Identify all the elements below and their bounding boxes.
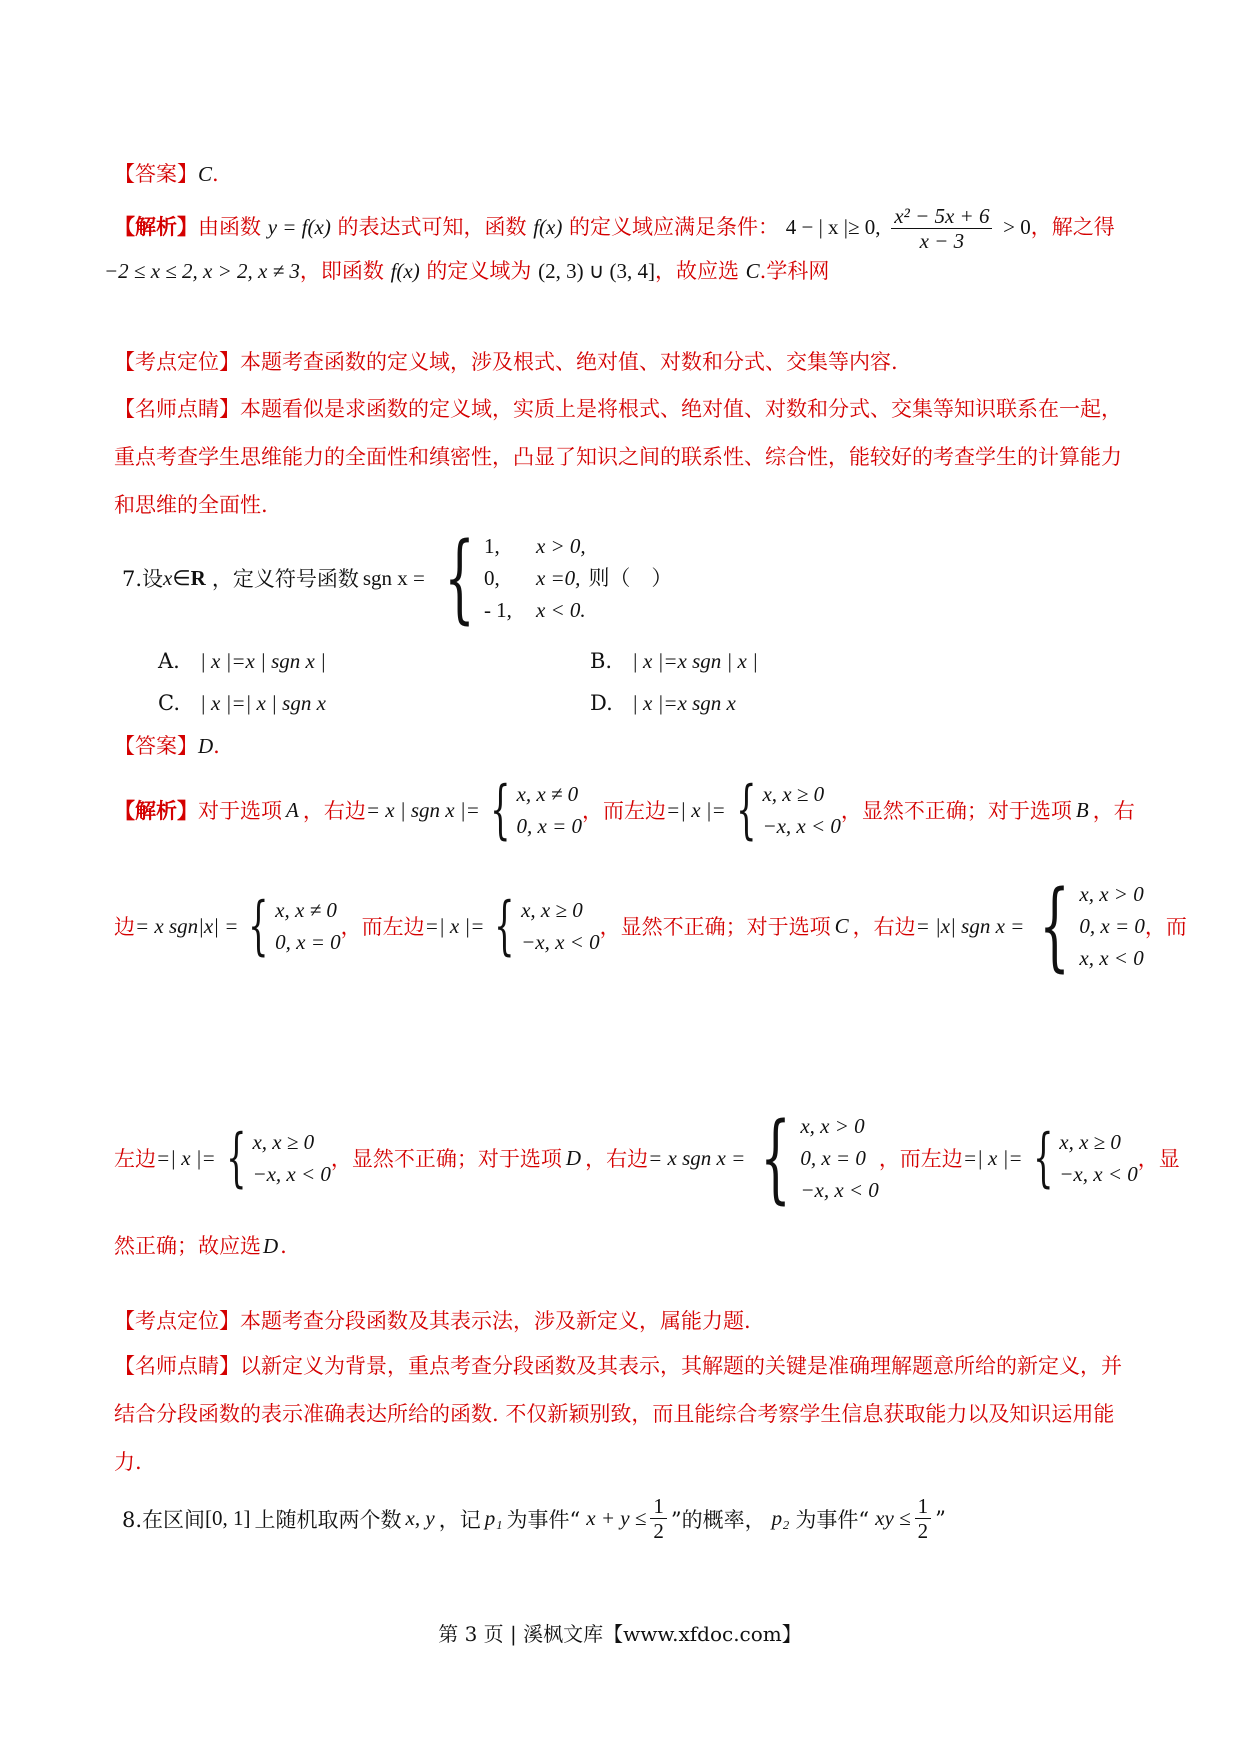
- q6-answer: 【答案】C.: [114, 162, 219, 186]
- math-expr: D: [263, 1234, 279, 1258]
- option-label: D.: [590, 691, 613, 715]
- q6-analysis-line2: [104, 256, 830, 286]
- analysis-text: ，故应选: [654, 259, 739, 283]
- option-label: A.: [158, 649, 180, 673]
- option-d: [590, 688, 736, 718]
- answer-tag: 【答案】: [114, 162, 198, 186]
- kaodian-text: 本题考查分段函数及其表示法，涉及新定义，属能力题.: [240, 1309, 751, 1333]
- q8-stem: [122, 1494, 946, 1543]
- analysis-text: ，显: [1137, 1147, 1180, 1171]
- math-expr: sgn x =: [362, 565, 425, 590]
- q7-analysis-row3: [114, 1102, 1180, 1214]
- analysis-text: ，而左边: [582, 799, 666, 823]
- math-expr: =| x |=: [156, 1145, 216, 1170]
- analysis-text: ，显然不正确；对于选项: [840, 799, 1072, 823]
- fraction-denominator: x − 3: [919, 229, 965, 253]
- option-text: | x |=x sgn x: [632, 691, 736, 715]
- analysis-text: 然正确；故应选: [114, 1234, 261, 1258]
- option-label: B.: [590, 649, 613, 673]
- math-expr: p₂: [771, 1506, 790, 1530]
- fraction: $\frac{1}{2}$: [650, 1494, 667, 1543]
- math-expr: −2 ≤ x ≤ 2, x > 2, x ≠ 3: [104, 259, 300, 283]
- mingshi-text: 本题看似是求函数的定义域，实质上是将根式、绝对值、对数和分式、交集等知识联系在一起，重点考查学生思维能力的全面性和缜密性，凸显了知识之间的联系性、综合性，能较好的考查学生的计算能力和思维的全面性.: [114, 397, 1122, 517]
- q7-analysis-row2: [114, 870, 1187, 982]
- analysis-text: ，显然不正确；对于选项: [599, 915, 831, 939]
- brace-icon: {: [225, 1121, 247, 1195]
- answer-value: C: [198, 162, 213, 186]
- fraction: $\frac{1}{2}$: [915, 1494, 932, 1543]
- q6-analysis-line1: [114, 195, 1115, 259]
- analysis-text: 边: [114, 915, 135, 939]
- case-condition: x < 0.: [535, 598, 586, 622]
- mingshi-text: 以新定义为背景，重点考查分段函数及其表示，其解题的关键是准确理解题意所给的新定义，并结合分段函数的表示准确表达所给的函数. 不仅新颖别致，而且能综合考察学生信息获取能力以及知识运用能力.: [114, 1354, 1122, 1474]
- analysis-text: ，即函数: [299, 259, 384, 283]
- piecewise-cases: x, x ≥ 0 −x, x < 0: [252, 1130, 331, 1186]
- q6-kaodian: [114, 347, 898, 377]
- math-expr: f(x): [390, 259, 420, 283]
- math-expr: =| x |=: [666, 797, 726, 822]
- stem-text: ”: [935, 1506, 946, 1531]
- analysis-text: 由函数: [198, 215, 261, 239]
- case-value: 0,: [483, 566, 500, 590]
- brace-icon: {: [760, 1102, 792, 1214]
- option-text: | x |=| x | sgn x: [200, 691, 326, 715]
- math-expr: f(x): [533, 215, 563, 239]
- analysis-text: 左边: [114, 1147, 156, 1171]
- analysis-text: ，而: [1144, 915, 1187, 939]
- option-text: | x |=x sgn | x |: [632, 649, 758, 673]
- q7-kaodian: [114, 1306, 751, 1336]
- fraction: [891, 204, 992, 253]
- stem-text: 上随机取两个数: [254, 1507, 402, 1532]
- analysis-text: ，右: [1092, 799, 1135, 823]
- math-expr: C: [745, 259, 760, 283]
- q6-mingshi: [114, 385, 1124, 529]
- option-a: [158, 646, 326, 676]
- kaodian-text: 本题考查函数的定义域，涉及根式、绝对值、对数和分式、交集等内容.: [240, 350, 898, 374]
- piecewise-cases: x, x ≥ 0 −x, x < 0: [1059, 1130, 1138, 1186]
- piecewise-cases: x, x ≠ 0 0, x = 0: [516, 782, 582, 838]
- stem-text: ，记: [438, 1507, 481, 1532]
- q7-analysis-row4: [114, 1231, 287, 1261]
- stem-text: 8.在区间: [122, 1507, 206, 1532]
- math-expr: xy ≤: [875, 1506, 911, 1530]
- page-footer: 第 3 页 | 溪枫文库【www.xfdoc.com】: [438, 1622, 802, 1646]
- option-c: [158, 688, 326, 718]
- piecewise-cases: x, x > 0 0, x = 0 −x, x < 0: [800, 1114, 879, 1202]
- stem-text: ”的概率，: [670, 1507, 766, 1532]
- piecewise-cases: x, x ≠ 0 0, x = 0: [275, 898, 341, 954]
- analysis-text: ，右边: [585, 1147, 649, 1171]
- case-condition: x =0,: [535, 566, 581, 590]
- math-expr: ∈: [172, 565, 191, 590]
- math-expr: R: [190, 565, 206, 590]
- piecewise-cases: x, x > 0 0, x = 0 x, x < 0: [1079, 882, 1145, 970]
- analysis-text: ，而左边: [340, 915, 425, 939]
- analysis-text: ，右边: [852, 915, 916, 939]
- math-expr: B: [1075, 797, 1089, 822]
- brace-icon: {: [735, 773, 757, 847]
- math-expr: = x sgn|x| =: [135, 913, 239, 938]
- stem-text: 为事件“: [795, 1507, 870, 1532]
- answer-value: D: [198, 734, 214, 758]
- analysis-text: ，而左边: [878, 1147, 963, 1171]
- math-expr: = x sgn x =: [648, 1145, 746, 1170]
- math-expr: x + y ≤: [586, 1506, 647, 1530]
- piecewise-cases: x, x ≥ 0 −x, x < 0: [762, 782, 841, 838]
- stem-text: 7.设: [122, 567, 164, 591]
- math-expr: A: [286, 797, 299, 822]
- q7-analysis-row1: [114, 773, 1135, 847]
- brace-icon: {: [494, 889, 515, 963]
- math-expr: 4 − | x |≥ 0,: [785, 215, 881, 239]
- math-expr: = |x| sgn x =: [915, 913, 1025, 938]
- brace-icon: {: [1032, 1121, 1054, 1195]
- case-value: - 1,: [483, 598, 512, 622]
- q7-stem: [122, 522, 673, 634]
- sgn-cases: [484, 530, 673, 626]
- mingshi-tag: 【名师点睛】: [114, 1354, 240, 1378]
- math-expr: = x | sgn x |=: [365, 797, 480, 822]
- math-expr: x, y: [405, 1506, 435, 1530]
- case-condition: x > 0,: [535, 534, 586, 558]
- analysis-text: ，解之得: [1030, 215, 1115, 239]
- math-expr: > 0: [1003, 215, 1031, 239]
- kaodian-tag: 【考点定位】: [114, 350, 240, 374]
- math-expr: =| x |=: [962, 1145, 1023, 1170]
- option-text: | x |=x | sgn x |: [200, 649, 326, 673]
- math-expr: [0, 1]: [205, 1506, 251, 1530]
- answer-tag: 【答案】: [114, 734, 198, 758]
- analysis-tag: 【解析】: [114, 798, 198, 823]
- kaodian-tag: 【考点定位】: [114, 1309, 240, 1333]
- math-expr: D: [565, 1145, 582, 1170]
- stem-text: 则（ ）: [588, 566, 673, 590]
- brace-icon: {: [489, 773, 511, 847]
- q7-mingshi: [114, 1342, 1124, 1486]
- fraction-numerator: x² − 5x + 6: [891, 204, 992, 229]
- math-expr: C: [834, 913, 849, 938]
- analysis-text: .: [280, 1234, 287, 1258]
- brace-icon: {: [444, 522, 475, 634]
- analysis-text: ，显然不正确；对于选项: [330, 1147, 562, 1171]
- math-expr: (2, 3) ∪ (3, 4]: [538, 259, 655, 283]
- analysis-text: 对于选项: [198, 799, 282, 823]
- analysis-text: 的定义域为: [426, 259, 532, 283]
- brace-icon: {: [1039, 870, 1071, 982]
- analysis-text: ，右边: [302, 799, 366, 823]
- option-b: [590, 646, 758, 676]
- stem-text: 为事件“: [506, 1507, 581, 1532]
- math-expr: p₁: [484, 1506, 503, 1530]
- q7-answer: 【答案】D.: [114, 734, 220, 758]
- analysis-text: 的定义域应满足条件：: [569, 215, 780, 239]
- mingshi-tag: 【名师点睛】: [114, 397, 240, 421]
- math-expr: y = f(x): [267, 215, 331, 239]
- stem-text: ，定义符号函数: [211, 567, 359, 591]
- piecewise-cases: x, x ≥ 0 −x, x < 0: [521, 898, 600, 954]
- math-expr: =| x |=: [424, 913, 485, 938]
- analysis-text: 的表达式可知，函数: [337, 215, 527, 239]
- analysis-tag: 【解析】: [114, 214, 198, 239]
- math-expr: x: [163, 565, 173, 590]
- brace-icon: {: [248, 889, 269, 963]
- case-value: 1,: [483, 534, 500, 558]
- analysis-text: .学科网: [759, 259, 830, 283]
- option-label: C.: [158, 691, 180, 715]
